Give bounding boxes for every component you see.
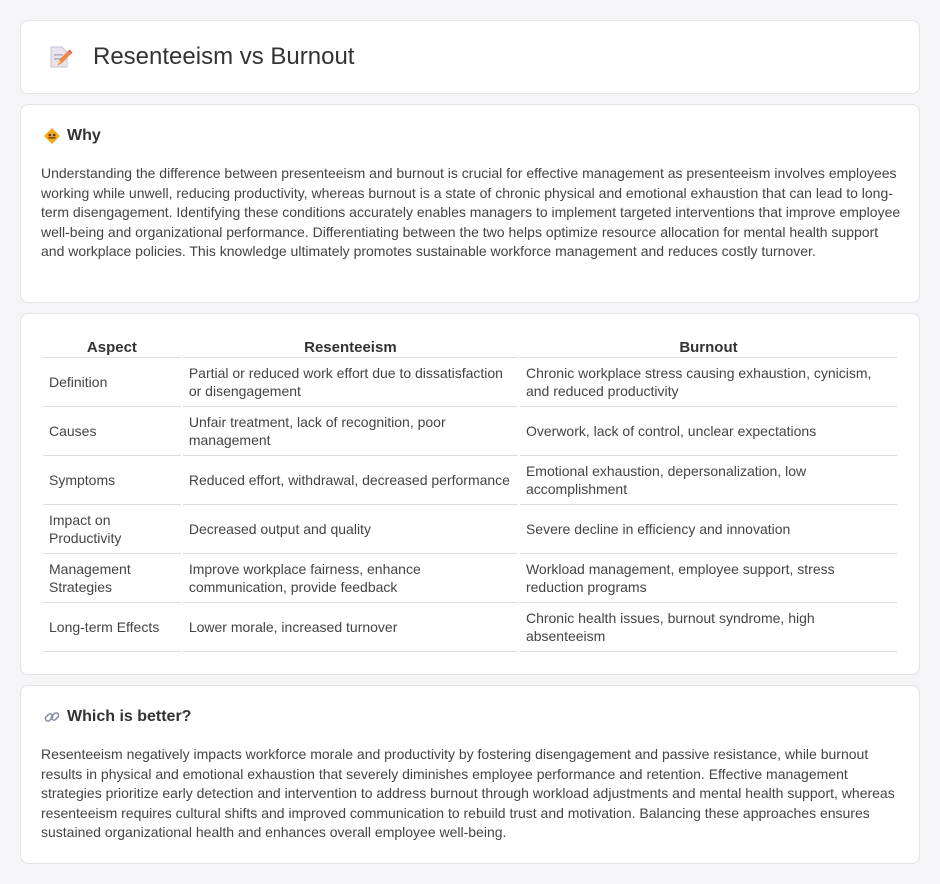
row-aspect: Impact on Productivity (43, 505, 181, 554)
header-resenteeism: Resenteeism (183, 336, 518, 358)
header-burnout: Burnout (520, 336, 897, 358)
row-resenteeism: Unfair treatment, lack of recognition, poor management (183, 407, 518, 456)
which-is-better-text: Resenteeism negatively impacts workforce morale and productivity by fostering disengagement and passive resistance, while burnout results in physical and emotional exhaustion that severely diminishes employee performance and retention. Effective management strategies prioritize early detection and intervention to address burnout through workload adjustments and mental health support, whereas resenteeism requires cultural shifts and improved communication to rebuild trust and motivation. Balancing these approaches ensures sustained organizational health and enhances overall employee well-being. (41, 746, 895, 840)
table-row (43, 505, 897, 554)
row-burnout: Workload management, employee support, stress reduction programs (520, 554, 897, 603)
table-row (43, 358, 897, 407)
why-section (20, 104, 920, 303)
which-is-better-heading: Which is better? (67, 708, 192, 725)
row-resenteeism: Partial or reduced work effort due to dissatisfaction or disengagement (183, 358, 518, 407)
row-burnout: Severe decline in efficiency and innovation (520, 505, 897, 554)
diamond-sign-icon (43, 127, 61, 145)
why-heading: Why (67, 127, 101, 144)
title-card (20, 20, 920, 94)
row-burnout: Overwork, lack of control, unclear expectations (520, 407, 897, 456)
row-aspect: Symptoms (43, 456, 181, 505)
row-aspect: Causes (43, 407, 181, 456)
which-is-better-section (20, 685, 920, 864)
table-row (43, 407, 897, 456)
row-resenteeism: Improve workplace fairness, enhance communication, provide feedback (183, 554, 518, 603)
row-burnout: Emotional exhaustion, depersonalization, low accomplishment (520, 456, 897, 505)
header-aspect: Aspect (43, 336, 181, 358)
row-aspect: Management Strategies (43, 554, 181, 603)
page-title: Resenteeism vs Burnout (93, 43, 355, 70)
table-header-row (43, 336, 897, 358)
row-resenteeism: Lower morale, increased turnover (183, 603, 518, 652)
row-resenteeism: Decreased output and quality (183, 505, 518, 554)
row-aspect: Definition (43, 358, 181, 407)
row-burnout: Chronic health issues, burnout syndrome, high absenteeism (520, 603, 897, 652)
row-resenteeism: Reduced effort, withdrawal, decreased performance (183, 456, 518, 505)
row-aspect: Long-term Effects (43, 603, 181, 652)
row-burnout: Chronic workplace stress causing exhaustion, cynicism, and reduced productivity (520, 358, 897, 407)
comparison-section (20, 313, 920, 675)
comparison-table (41, 336, 899, 652)
why-text: Understanding the difference between presenteeism and burnout is crucial for effective management as presenteeism involves employees working while unwell, reducing productivity, whereas burnout is a state of chronic physical and emotional exhaustion that can lead to long-term disengagement. Identifying these conditions accurately enables managers to implement targeted interventions that improve employee well-being and organizational performance. Differentiating between the two helps optimize resource allocation for mental health support and workplace policies. This knowledge ultimately promotes sustainable workforce management and reduces costly turnover. (41, 165, 901, 259)
table-row (43, 554, 897, 603)
table-row (43, 456, 897, 505)
table-row (43, 603, 897, 652)
link-icon (43, 708, 61, 726)
pencil-document-icon (47, 44, 73, 70)
